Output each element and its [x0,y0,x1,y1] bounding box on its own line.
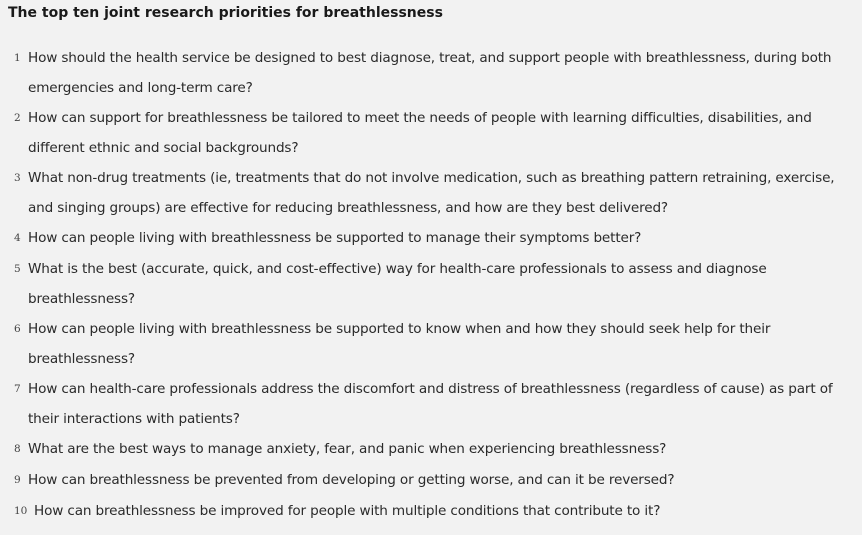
item-text: What are the best ways to manage anxiety, fear, and panic when experiencing breathlessness? [28,441,667,457]
item-text: How can breathlessness be prevented from developing or getting worse, and can it be reversed? [28,472,675,488]
item-text: How can people living with breathlessness be supported to manage their symptoms better? [28,230,642,246]
item-number: 4 [14,232,21,244]
item-number: 5 [14,263,21,275]
item-text: How can health-care professionals address the discomfort and distress of breathlessness (regardless of cause) as part of their interactions with patients? [28,381,833,427]
item-number: 1 [14,52,21,64]
item-number: 7 [14,383,21,395]
item-text: How should the health service be designed to best diagnose, treat, and support people with breathlessness, during both emergencies and long-term care? [28,50,832,96]
panel-title: The top ten joint research priorities for breathlessness [8,5,443,21]
item-number: 3 [14,172,21,184]
item-text: How can support for breathlessness be tailored to meet the needs of people with learning difficulties, disabilities, and different ethnic and social backgrounds? [28,110,812,156]
item-text: What is the best (accurate, quick, and cost-effective) way for health-care professionals to assess and diagnose breathlessness? [28,261,767,307]
item-text: What non-drug treatments (ie, treatments that do not involve medication, such as breathing pattern retraining, exercise, and singing groups) are effective for reducing breathlessness, and how are they best delivered? [28,170,835,216]
item-number: 2 [14,112,21,124]
item-number: 8 [14,443,21,455]
item-number: 10 [14,505,28,517]
item-text: How can breathlessness be improved for people with multiple conditions that contribute to it? [34,503,661,519]
item-text: How can people living with breathlessness be supported to know when and how they should seek help for their breathlessness? [28,321,771,367]
item-number: 9 [14,474,21,486]
item-number: 6 [14,323,21,335]
